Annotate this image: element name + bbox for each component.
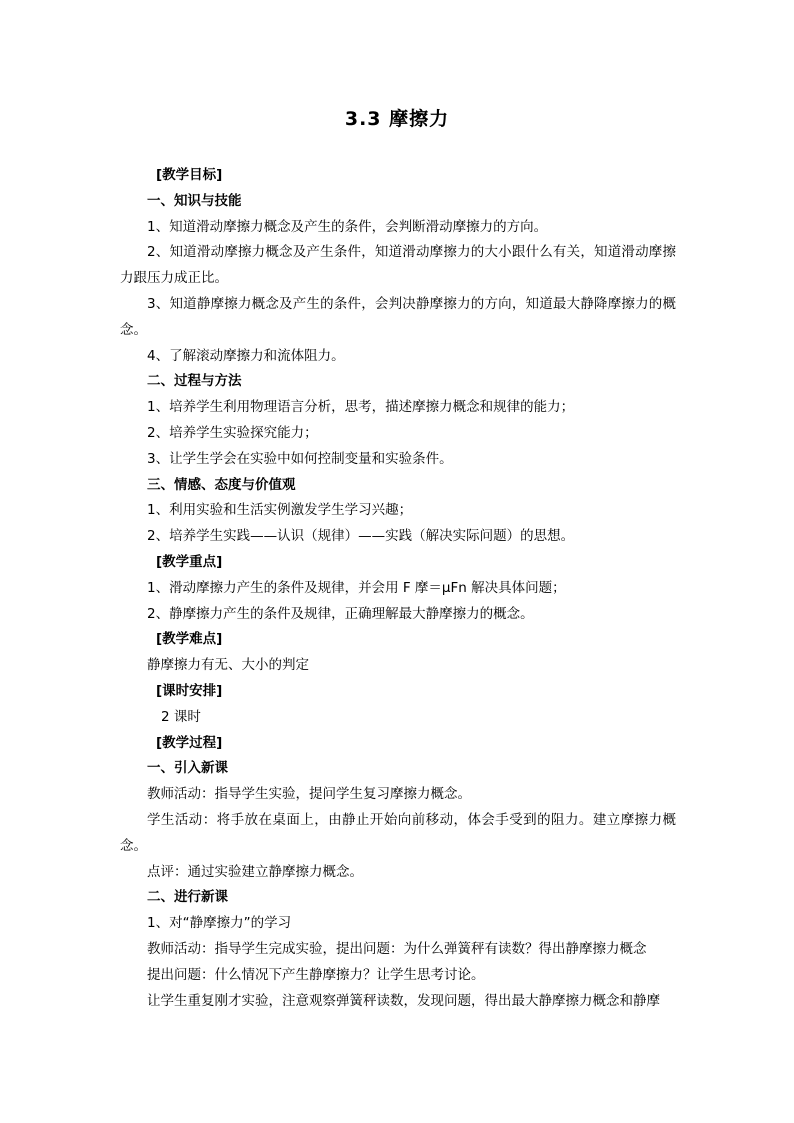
text-line: 1、培养学生利用物理语言分析，思考，描述摩擦力概念和规律的能力； [147, 399, 575, 416]
text-line: 1、对“静摩擦力”的学习 [147, 915, 292, 932]
text-line: 2 课时 [161, 708, 201, 725]
subsection-heading: 三、情感、态度与价值观 [147, 476, 296, 493]
paragraph: 2、知道滑动摩擦力概念及产生条件，知道滑动摩擦力的大小跟什么有关，知道滑动摩擦力跟压力成正比。 [120, 244, 676, 287]
subsection-heading: 一、引入新课 [147, 760, 228, 777]
paragraph: 学生活动：将手放在桌面上，由静止开始向前移动，体会手受到的阻力。建立摩擦力概念。 [120, 811, 676, 854]
text-line: 1、滑动摩擦力产生的条件及规律，并会用 F 摩＝μFn 解决具体问题； [147, 579, 566, 596]
section-heading: [教学难点] [156, 631, 223, 648]
text-line: 2、培养学生实践——认识（规律）——实践（解决实际问题）的思想。 [147, 528, 575, 545]
section-heading: [课时安排] [156, 682, 223, 699]
text-line: 2、培养学生实验探究能力； [147, 424, 318, 441]
text-line: 3、让学生学会在实验中如何控制变量和实验条件。 [147, 450, 453, 467]
text-line: 4、了解滚动摩擦力和流体阻力。 [147, 347, 345, 364]
subsection-heading: 二、过程与方法 [147, 373, 242, 390]
text-line: 1、知道滑动摩擦力概念及产生的条件，会判断滑动摩擦力的方向。 [147, 218, 548, 235]
paragraph: 3、知道静摩擦力概念及产生的条件，会判决静摩擦力的方向，知道最大静降摩擦力的概念。 [120, 295, 676, 338]
text-line: 让学生重复刚才实验，注意观察弹簧秤读数，发现问题，得出最大静摩擦力概念和静摩 [147, 992, 660, 1009]
text-line: 静摩擦力有无、大小的判定 [147, 657, 309, 674]
section-heading: [教学过程] [156, 734, 223, 751]
text-line: 点评：通过实验建立静摩擦力概念。 [147, 863, 363, 880]
section-heading: [教学目标] [156, 167, 223, 183]
text-line: 教师活动：指导学生完成实验，提出问题：为什么弹簧秤有读数？得出静摩擦力概念 [147, 940, 647, 957]
subsection-heading: 二、进行新课 [147, 889, 228, 906]
text-line: 教师活动：指导学生实验，提问学生复习摩擦力概念。 [147, 786, 471, 803]
text-line: 提出问题：什么情况下产生静摩擦力？让学生思考讨论。 [147, 966, 485, 983]
text-line: 2、静摩擦力产生的条件及规律，正确理解最大静摩擦力的概念。 [147, 605, 534, 622]
text-line: 1、利用实验和生活实例激发学生学习兴趣； [147, 502, 413, 519]
section-heading: [教学重点] [156, 553, 223, 570]
subsection-heading: 一、知识与技能 [147, 192, 242, 209]
document-body [120, 163, 676, 1014]
page-title: 3.3 摩擦力 [344, 108, 450, 130]
